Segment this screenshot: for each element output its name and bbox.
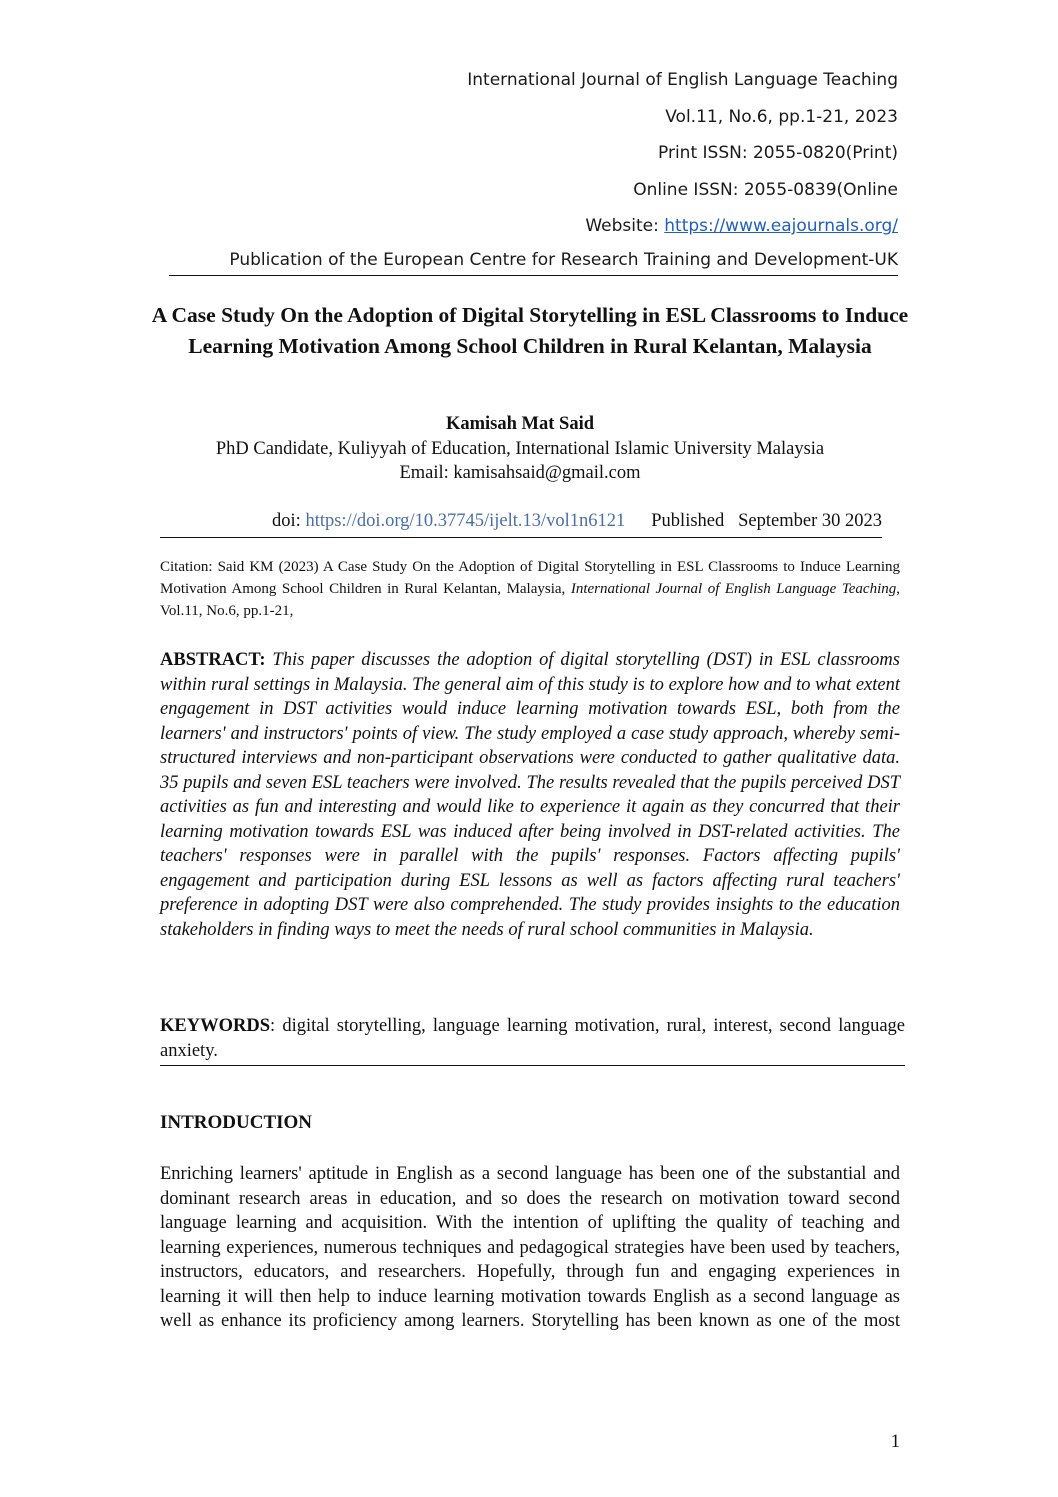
keywords-label: KEYWORDS [160,1016,270,1036]
abstract-label: ABSTRACT: [160,650,266,670]
citation [160,556,900,622]
online-issn: Online ISSN: 2055-0839(Online [633,179,898,200]
doi-line [160,509,882,538]
citation-tail: , Vol.11, No.6, pp.1-21, [160,581,900,619]
paper-title: A Case Study On the Adoption of Digital Storytelling in ESL Classrooms to Induce Learning Motivation Among School Children in Rural Kelantan, Malaysia [151,303,909,358]
page-number: 1 [890,1432,900,1452]
doi-link[interactable]: https://doi.org/10.37745/ijelt.13/vol1n6121 [305,511,626,531]
citation-journal: International Journal of English Language Teaching [570,581,897,597]
published-label: Published [651,511,725,531]
website-label: Website: [585,216,665,236]
keywords [160,1014,905,1066]
journal-volume: Vol.11, No.6, pp.1-21, 2023 [665,106,898,127]
section-heading: INTRODUCTION [160,1112,313,1133]
publication-line: Publication of the European Centre for Research Training and Development-UK [169,245,898,276]
published-date: September 30 2023 [738,511,882,531]
intro-paragraph: Enriching learners' aptitude in English as a second language has been one of the substantial and dominant research areas in education, and so does the research on motivation toward second language learning and acquisition. With the intention of uplifting the quality of teaching and learning experiences, numerous techniques and pedagogical strategies have been used by teachers, instructors, educators, and researchers. Hopefully, through fun and engaging experiences in learning it will then help to induce learning motivation towards English as a second language as well as enhance its proficiency among learners. Storytelling has been known as one of the most [160,1164,900,1331]
citation-text: Citation: Said KM (2023) A Case Study On the Adoption of Digital Storytelling in ESL Classrooms to Induce Learning Motivation Among School Children in Rural Kelantan, Malaysia, [160,559,900,597]
journal-name: International Journal of English Language Teaching [467,70,898,90]
website-link[interactable]: https://www.eajournals.org/ [664,216,898,236]
abstract-text: This paper discusses the adoption of digital storytelling (DST) in ESL classrooms within rural settings in Malaysia. The general aim of this study is to explore how and to what extent engagement in DST activities would induce learning motivation towards ESL, both from the learners' and instructors' points of view. The study employed a case study approach, whereby semi-structured interviews and non-participant observations were conducted to gather qualitative data. 35 pupils and seven ESL teachers were involved. The results revealed that the pupils perceived DST activities as fun and interesting and would like to experience it again as they concurred that their learning motivation towards ESL was induced after being involved in DST-related activities. The teachers' responses were in parallel with the pupils' responses. Factors affecting pupils' engagement and participation during ESL lessons as well as factors affecting rural teachers' preference in adopting DST were also comprehended. The study provides insights to the education stakeholders in finding ways to meet the needs of rural school communities in Malaysia. [160,650,900,940]
author-block [0,412,1040,486]
abstract [160,648,900,942]
author-email: Email: kamisahsaid@gmail.com [399,463,641,483]
doi-label: doi: [272,511,306,531]
keywords-text: : digital storytelling, language learning motivation, rural, interest, second language anxiety. [160,1016,905,1061]
author-affiliation: PhD Candidate, Kuliyyah of Education, International Islamic University Malaysia [215,438,825,459]
website-line [169,208,898,245]
author-name: Kamisah Mat Said [445,414,595,434]
print-issn: Print ISSN: 2055-0820(Print) [658,143,898,163]
journal-header [169,62,898,276]
